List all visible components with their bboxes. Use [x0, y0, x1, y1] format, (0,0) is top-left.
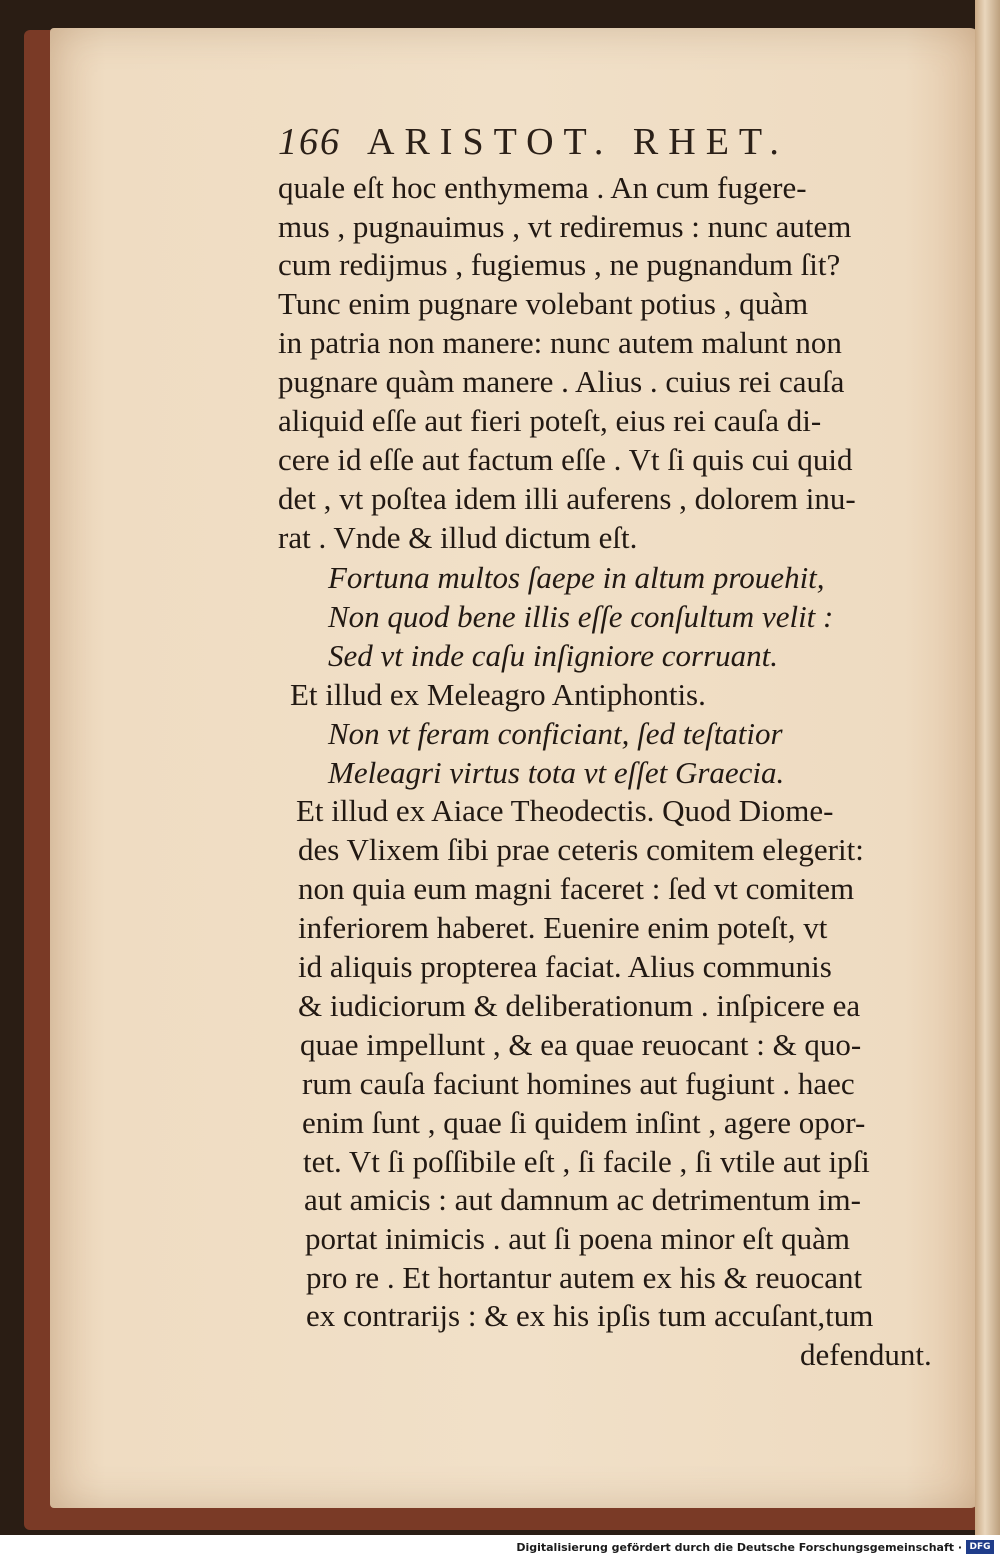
text-line: rat . Vnde & illud dictum eſt. — [278, 520, 638, 555]
funding-credit: Digitalisierung gefördert durch die Deutsche Forschungsgemeinschaft · — [516, 1541, 962, 1554]
text-line: tet. Vt ſi poſſibile eſt , ſi facile , ſi vtile aut ipſi — [303, 1144, 870, 1179]
page-number: 166 — [278, 121, 341, 163]
text-line: rum cauſa faciunt homines aut fugiunt . haec — [302, 1066, 855, 1101]
text-line: enim ſunt , quae ſi quidem inſint , agere opor- — [302, 1105, 866, 1140]
text-line: id aliquis propterea faciat. Alius communis — [298, 949, 832, 984]
text-line: pugnare quàm manere . Alius . cuius rei cauſa — [278, 364, 845, 399]
text-line: cum redijmus , fugiemus , ne pugnandum ſit? — [278, 247, 841, 282]
text-line: quae impellunt , & ea quae reuocant : & quo- — [300, 1027, 862, 1062]
verse-line: Fortuna multos ſaepe in altum prouehit, — [328, 560, 825, 595]
text-line: aut amicis : aut damnum ac detrimentum im- — [304, 1182, 861, 1217]
verse-line: Non quod bene illis eſſe conſultum velit : — [328, 599, 834, 634]
text-line: in patria non manere: nunc autem malunt non — [278, 325, 842, 360]
text-line: ex contrarijs : & ex his ipſis tum accuſant,tum — [306, 1298, 874, 1333]
text-line: & iudiciorum & deliberationum . inſpicere ea — [298, 988, 861, 1023]
verse-line: Sed vt inde caſu inſigniore corruant. — [328, 638, 778, 673]
text-line: Tunc enim pugnare volebant potius , quàm — [278, 286, 809, 321]
verse-line: Non vt feram conficiant, ſed teſtatior — [328, 716, 783, 751]
text-line: cere id eſſe aut factum eſſe . Vt ſi quis cui quid — [278, 442, 853, 477]
text-line: portat inimicis . aut ſi poena minor eſt quàm — [305, 1221, 850, 1256]
text-line: non quia eum magni faceret : ſed vt comitem — [298, 871, 855, 906]
running-head — [278, 120, 918, 164]
running-title: ARISTOT. RHET. — [367, 121, 789, 163]
text-line: aliquid eſſe aut fieri poteſt, eius rei cauſa di- — [278, 403, 822, 438]
text-line: det , vt poſtea idem illi auferens , dolorem inu- — [278, 481, 856, 516]
text-line: pro re . Et hortantur autem ex his & reuocant — [306, 1260, 863, 1295]
text-line: Et illud ex Meleagro Antiphontis. — [290, 677, 706, 712]
text-line: mus , pugnauimus , vt rediremus : nunc autem — [278, 209, 852, 244]
verse-line: Meleagri virtus tota vt eſſet Graecia. — [328, 755, 785, 790]
text-line: des Vlixem ſibi prae ceteris comitem elegerit: — [298, 832, 864, 867]
text-line: Et illud ex Aiace Theodectis. Quod Diome- — [296, 793, 834, 828]
text-line: defendunt. — [800, 1337, 932, 1372]
text-line: inferiorem haberet. Euenire enim poteſt, vt — [298, 910, 828, 945]
text-line: quale eſt hoc enthymema . An cum fugere- — [278, 170, 807, 205]
dfg-logo: DFG — [966, 1540, 994, 1554]
page-edge-strip — [975, 0, 1000, 1535]
